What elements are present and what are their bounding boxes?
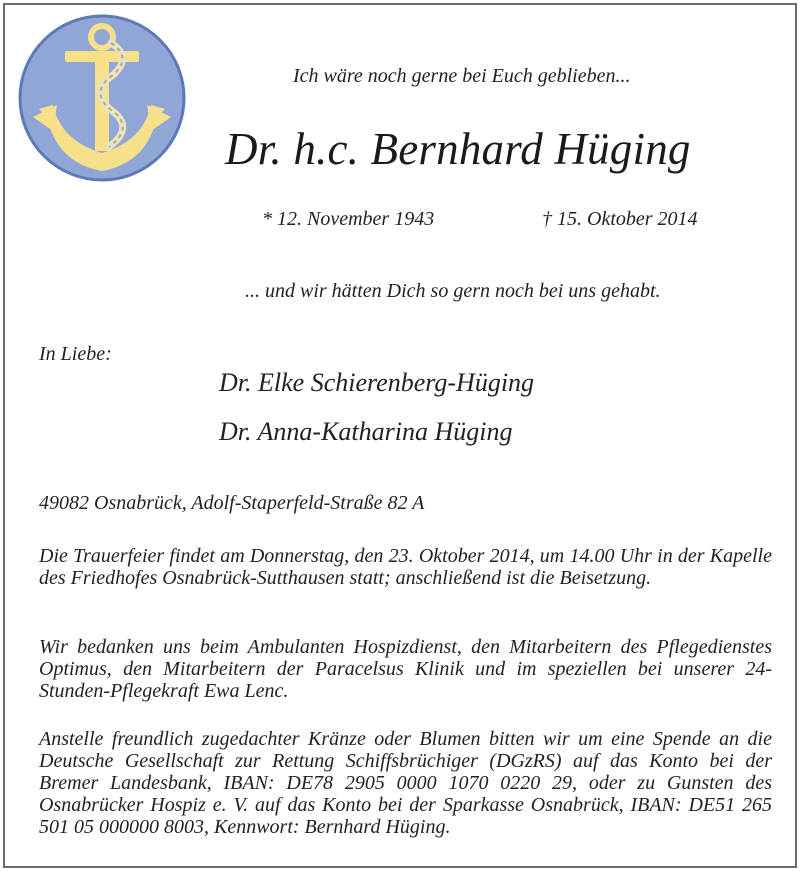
anchor-icon — [17, 13, 187, 183]
in-liebe-label: In Liebe: — [39, 343, 112, 365]
bottom-quote: ... und wir hätten Dich so gern noch bei uns gehabt. — [245, 280, 661, 302]
donation-paragraph: Anstelle freundlich zugedachter Kränze oder Blumen bitten wir um eine Spende an die Deutsche Gesellschaft zur Rettung Schiffsbrüchiger (DGzRS) auf das Konto bei der Bremer Landesbank, IBAN: DE78 2905 0000 1070 0220 29, oder zu Gunsten des Osnabrücker Hospiz e. V. auf das Konto bei der Sparkasse Osnabrück, IBAN: DE51 265 501 05 000000 8003, Kennwort: Bernhard Hüging. — [39, 728, 772, 838]
top-quote: Ich wäre noch gerne bei Euch geblieben... — [293, 65, 631, 87]
thanks-paragraph: Wir bedanken uns beim Ambulanten Hospizdienst, den Mitarbeitern des Pflegedienstes Optimus, den Mitarbeitern der Paracelsus Klinik und im speziellen bei unserer 24-Stunden-Pflegekraft Ewa Lenc. — [39, 636, 772, 702]
mourner-name: Dr. Anna-Katharina Hüging — [219, 417, 513, 446]
birth-date: * 12. November 1943 — [262, 208, 435, 230]
address: 49082 Osnabrück, Adolf-Staperfeld-Straße 82 A — [39, 492, 425, 514]
obituary-frame — [3, 3, 797, 868]
death-date: † 15. Oktober 2014 — [542, 208, 698, 230]
deceased-name: Dr. h.c. Bernhard Hüging — [225, 124, 691, 174]
mourner-name: Dr. Elke Schierenberg-Hüging — [219, 368, 535, 397]
funeral-info-paragraph: Die Trauerfeier findet am Donnerstag, den 23. Oktober 2014, um 14.00 Uhr in der Kapelle des Friedhofes Osnabrück-Sutthausen statt; anschließend ist die Beisetzung. — [39, 545, 772, 589]
